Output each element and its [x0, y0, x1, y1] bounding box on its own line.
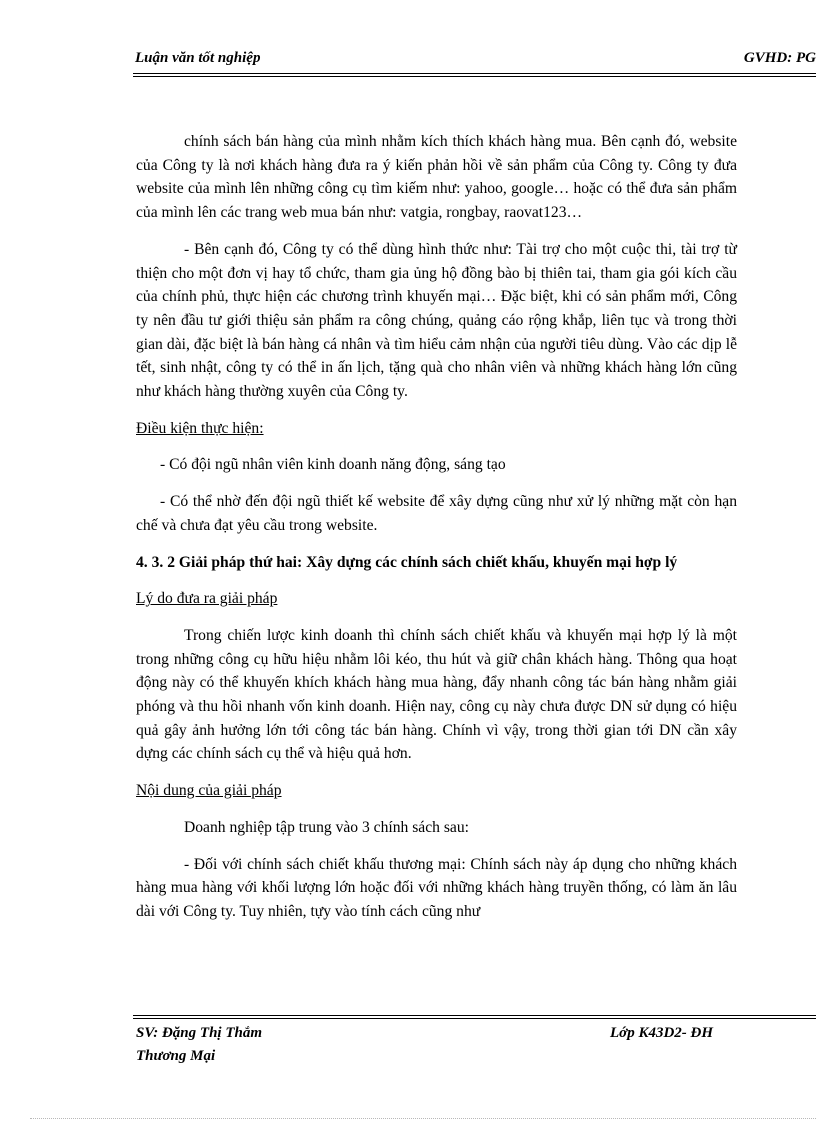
footer-student-name: SV: Đặng Thị Thắm	[136, 1025, 262, 1041]
paragraph-reason: Trong chiến lược kinh doanh thì chính sách chiết khấu và khuyến mại hợp lý là một trong những công cụ hữu hiệu nhằm lôi kéo, thu hút và giữ chân khách hàng. Thông qua hoạt động này có thể khuyến khích khách hàng mua hàng, đẩy nhanh công tác bán hàng nhằm giải phóng và thu hồi nhanh vốn kinh doanh. Hiện nay, công cụ này chưa được DN sử dụng có hiệu quả gây ảnh hưởng lớn tới công tác bán hàng. Chính vì vậy, trong thời gian tới DN cần xây dựng các chính sách cụ thể và hiệu quả hơn.	[136, 626, 737, 763]
section-heading: 4. 3. 2 Giải pháp thứ hai: Xây dựng các chính sách chiết khấu, khuyến mại hợp lý	[136, 553, 678, 571]
header-thesis-title: Luận văn tốt nghiệp	[135, 50, 261, 66]
document-body	[136, 130, 737, 937]
page-header	[135, 48, 816, 72]
header-double-rule	[133, 73, 816, 77]
condition-item-1: - Có đội ngũ nhân viên kinh doanh năng động, sáng tạo	[160, 456, 506, 474]
paragraph-website-policy: chính sách bán hàng của mình nhằm kích thích khách hàng mua. Bên cạnh đó, website của Công ty là nơi khách hàng đưa ra ý kiến phản hồi về sản phẩm của Công ty. Công ty đưa website của mình lên những công cụ tìm kiếm như: yahoo, google… hoặc có thể đưa sản phẩm của mình lên các trang web mua bán như: vatgia, rongbay, raovat123…	[136, 133, 737, 222]
footer-double-rule	[133, 1015, 816, 1019]
footer-class: Lớp K43D2- ĐH	[610, 1025, 714, 1041]
content-title	[136, 779, 737, 803]
page-bottom-dotted-line	[30, 1118, 816, 1119]
paragraph-three-policies: Doanh nghiệp tập trung vào 3 chính sách sau:	[184, 818, 469, 836]
reason-title	[136, 587, 737, 611]
footer-student-block	[136, 1022, 336, 1068]
header-advisor: GVHD: PG	[743, 50, 816, 66]
conditions-title	[136, 417, 737, 441]
content-title-text: Nội dung của giải pháp	[136, 782, 282, 800]
reason-title-text: Lý do đưa ra giải pháp	[136, 590, 278, 608]
conditions-title-text: Điều kiện thực hiện:	[136, 419, 264, 437]
footer-school: Thương Mại	[136, 1048, 216, 1064]
paragraph-discount-policy: - Đối với chính sách chiết khấu thương mại: Chính sách này áp dụng cho những khách hàng mua hàng với khối lượng lớn hoặc đối với những khách hàng truyền thống, có làm ăn lâu dài với Công ty. Tuy nhiên, tựy vào tính cách cũng như	[136, 855, 737, 920]
condition-item-2: - Có thể nhờ đến đội ngũ thiết kế website để xây dựng cũng như xử lý những mặt còn hạn chế và chưa đạt yêu cầu trong website.	[136, 493, 737, 534]
paragraph-sponsorship: - Bên cạnh đó, Công ty có thể dùng hình thức như: Tài trợ cho một cuộc thi, tài trợ từ thiện cho một đơn vị hay tổ chức, tham gia ủng hộ đồng bào bị thiên tai, tham gia gói kích cầu của chính phủ, thực hiện các chương trình khuyến mại… Đặc biệt, khi có sản phẩm mới, Công ty nên đầu tư giới thiệu sản phẩm ra công chúng, quảng cáo rộng khắp, liên tục và trong thời gian dài, đặc biệt là bán hàng cá nhân và tìm hiểu cảm nhận của người tiêu dùng. Vào các dịp lễ tết, sinh nhật, công ty có thể in ấn lịch, tặng quà cho nhân viên và những khách hàng lớn cũng như khách hàng thường xuyên của Công ty.	[136, 240, 737, 401]
